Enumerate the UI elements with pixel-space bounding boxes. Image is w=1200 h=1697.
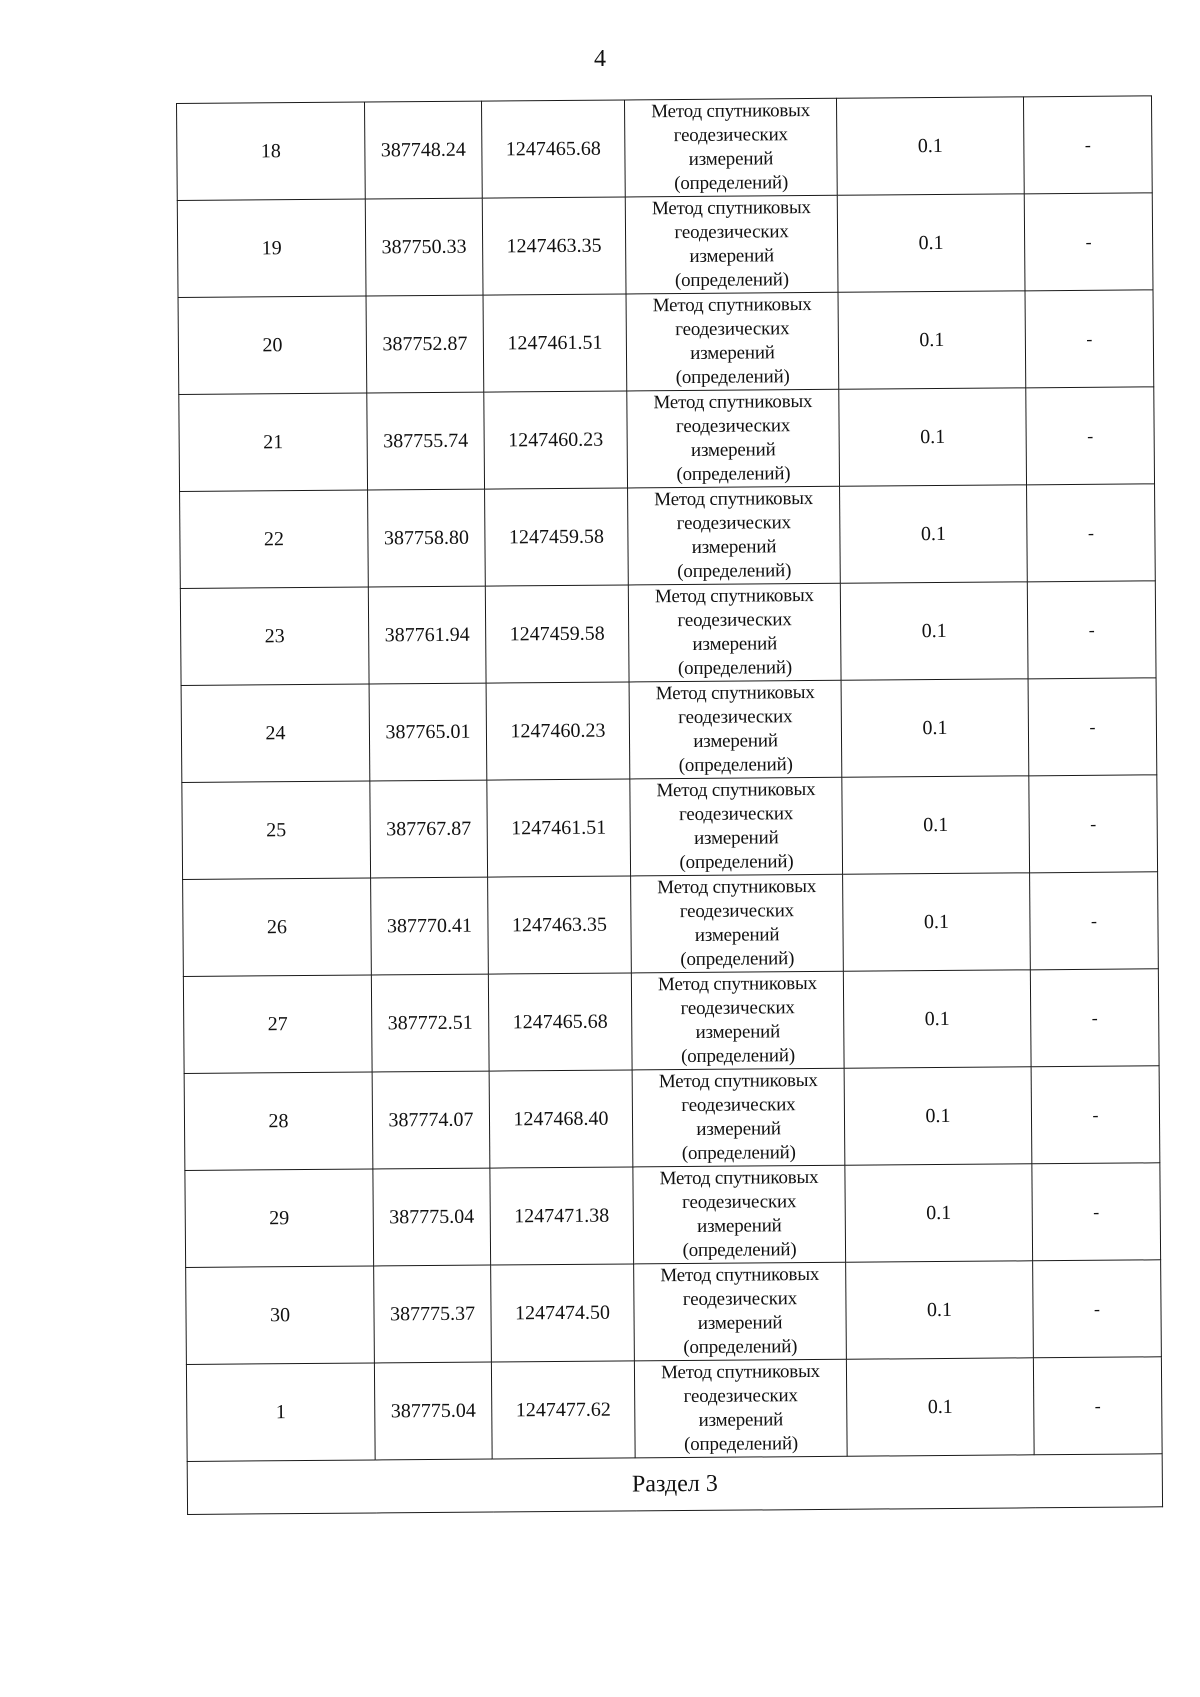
method-cell <box>634 1262 847 1361</box>
method-line: (определений) <box>674 269 789 292</box>
method-line: измерений <box>698 1409 784 1431</box>
method-line: (определений) <box>677 657 793 680</box>
point-number-cell: 20 <box>178 296 367 394</box>
table-row <box>186 1260 1162 1365</box>
table-row <box>180 484 1156 589</box>
method-line: геодезических <box>675 415 791 438</box>
y-coordinate-cell: 1247471.38 <box>490 1167 634 1265</box>
method-line: измерений <box>694 924 780 946</box>
accuracy-cell: 0.1 <box>840 582 1028 680</box>
method-line: Метод спутниковых <box>652 294 812 317</box>
y-coordinate-cell: 1247461.51 <box>487 779 631 877</box>
x-coordinate-cell: 387758.80 <box>368 489 486 587</box>
method-cell <box>627 389 840 488</box>
note-cell: - <box>1023 96 1152 194</box>
method-cell <box>633 1165 846 1264</box>
method-line: Метод спутниковых <box>651 197 811 220</box>
point-number-cell: 18 <box>177 102 366 200</box>
accuracy-cell: 0.1 <box>839 388 1027 486</box>
point-number-cell: 25 <box>182 781 371 879</box>
note-cell: - <box>1025 290 1154 388</box>
method-line: (определений) <box>681 1142 796 1165</box>
accuracy-cell: 0.1 <box>836 97 1024 195</box>
method-line: Метод спутниковых <box>656 779 816 802</box>
method-line: Метод спутниковых <box>654 488 814 511</box>
point-number-cell: 22 <box>180 490 369 588</box>
note-cell: - <box>1033 1260 1162 1358</box>
accuracy-cell: 0.1 <box>844 1067 1032 1165</box>
accuracy-cell: 0.1 <box>843 873 1031 971</box>
accuracy-cell: 0.1 <box>846 1358 1034 1456</box>
method-cell <box>634 1359 847 1458</box>
method-line: геодезических <box>674 221 789 244</box>
table-row <box>183 872 1159 977</box>
method-line: (определений) <box>678 754 793 777</box>
table-row <box>182 775 1158 880</box>
method-cell <box>628 486 841 585</box>
y-coordinate-cell: 1247460.23 <box>486 682 630 780</box>
x-coordinate-cell: 387772.51 <box>371 974 489 1072</box>
method-cell <box>632 1068 845 1167</box>
method-cell <box>624 98 837 197</box>
y-coordinate-cell: 1247468.40 <box>489 1070 633 1168</box>
method-line: геодезических <box>681 1094 796 1117</box>
method-line: Метод спутниковых <box>655 682 815 705</box>
table-row <box>177 96 1153 201</box>
x-coordinate-cell: 387774.07 <box>372 1071 490 1169</box>
accuracy-cell: 0.1 <box>842 776 1030 874</box>
table-row <box>177 193 1153 298</box>
method-line: геодезических <box>683 1385 798 1408</box>
method-line: геодезических <box>680 997 795 1020</box>
method-line: геодезических <box>673 124 788 147</box>
x-coordinate-cell: 387748.24 <box>364 101 482 199</box>
method-cell <box>628 583 841 682</box>
x-coordinate-cell: 387775.37 <box>374 1265 492 1363</box>
accuracy-cell: 0.1 <box>837 194 1025 292</box>
method-line: измерений <box>692 633 778 655</box>
method-line: измерений <box>695 1021 781 1043</box>
note-cell: - <box>1030 969 1159 1067</box>
note-cell: - <box>1028 678 1157 776</box>
point-number-cell: 19 <box>177 199 366 297</box>
point-number-cell: 28 <box>184 1072 373 1170</box>
point-number-cell: 21 <box>179 393 368 491</box>
note-cell: - <box>1027 484 1156 582</box>
coordinates-table <box>176 95 1163 1515</box>
method-line: геодезических <box>675 318 790 341</box>
x-coordinate-cell: 387752.87 <box>366 295 484 393</box>
method-cell <box>630 777 843 876</box>
method-line: (определений) <box>679 851 794 874</box>
method-line: (определений) <box>675 366 790 389</box>
method-line: Метод спутниковых <box>653 391 813 414</box>
method-line: геодезических <box>677 609 792 632</box>
x-coordinate-cell: 387770.41 <box>371 877 489 975</box>
x-coordinate-cell: 387767.87 <box>370 780 488 878</box>
accuracy-cell: 0.1 <box>846 1261 1034 1359</box>
method-line: измерений <box>697 1215 782 1237</box>
method-line: Метод спутниковых <box>654 585 814 608</box>
coordinates-sheet <box>176 95 1162 1515</box>
y-coordinate-cell: 1247463.35 <box>488 876 632 974</box>
y-coordinate-cell: 1247465.68 <box>481 100 625 198</box>
method-line: геодезических <box>676 512 791 535</box>
method-line: измерений <box>697 1312 783 1334</box>
note-cell: - <box>1033 1357 1162 1455</box>
method-line: измерений <box>690 342 775 364</box>
table-row <box>186 1357 1162 1462</box>
method-line: геодезических <box>678 803 794 826</box>
method-cell <box>629 680 842 779</box>
method-line: (определений) <box>683 1336 798 1359</box>
method-line: Метод спутниковых <box>651 100 811 123</box>
point-number-cell: 26 <box>183 878 372 976</box>
table-row <box>184 1066 1160 1171</box>
accuracy-cell: 0.1 <box>843 970 1031 1068</box>
table-body <box>177 96 1163 1515</box>
y-coordinate-cell: 1247461.51 <box>483 294 627 392</box>
method-line: (определений) <box>677 560 792 583</box>
method-line: (определений) <box>682 1239 797 1262</box>
x-coordinate-cell: 387761.94 <box>368 586 486 684</box>
y-coordinate-cell: 1247459.58 <box>485 585 629 683</box>
x-coordinate-cell: 387775.04 <box>374 1362 492 1460</box>
point-number-cell: 1 <box>186 1363 375 1461</box>
note-cell: - <box>1027 581 1156 679</box>
method-line: измерений <box>693 730 778 752</box>
method-line: геодезических <box>682 1288 798 1311</box>
method-line: геодезических <box>681 1191 797 1214</box>
method-line: измерений <box>688 148 774 170</box>
method-line: (определений) <box>680 948 795 971</box>
method-line: измерений <box>693 827 779 849</box>
table-row <box>179 387 1155 492</box>
method-cell <box>631 874 844 973</box>
section-row <box>187 1454 1162 1515</box>
section-title: Раздел 3 <box>187 1454 1162 1515</box>
y-coordinate-cell: 1247463.35 <box>482 197 626 295</box>
method-line: измерений <box>690 439 776 461</box>
method-line: Метод спутниковых <box>659 1166 819 1190</box>
table-row <box>183 969 1159 1074</box>
y-coordinate-cell: 1247465.68 <box>488 973 632 1071</box>
table-row <box>185 1163 1161 1268</box>
method-cell <box>625 195 838 294</box>
note-cell: - <box>1026 387 1155 485</box>
table-row <box>181 678 1157 783</box>
method-line: Метод спутниковых <box>660 1263 820 1287</box>
accuracy-cell: 0.1 <box>838 291 1026 389</box>
table-row <box>178 290 1154 395</box>
method-line: (определений) <box>684 1433 799 1456</box>
note-cell: - <box>1024 193 1153 291</box>
point-number-cell: 23 <box>180 587 369 685</box>
note-cell: - <box>1031 1066 1160 1164</box>
y-coordinate-cell: 1247459.58 <box>485 488 629 586</box>
page-number: 4 <box>594 46 606 72</box>
method-line: геодезических <box>679 900 795 923</box>
point-number-cell: 27 <box>183 975 372 1073</box>
note-cell: - <box>1030 872 1159 970</box>
method-line: (определений) <box>674 172 789 195</box>
method-line: измерений <box>689 245 775 267</box>
accuracy-cell: 0.1 <box>840 485 1028 583</box>
note-cell: - <box>1029 775 1158 873</box>
method-line: измерений <box>696 1118 781 1140</box>
method-line: (определений) <box>676 463 791 486</box>
y-coordinate-cell: 1247460.23 <box>484 391 628 489</box>
method-line: Метод спутниковых <box>657 972 817 996</box>
point-number-cell: 30 <box>186 1266 375 1364</box>
x-coordinate-cell: 387765.01 <box>369 683 487 781</box>
y-coordinate-cell: 1247474.50 <box>491 1264 635 1362</box>
method-line: (определений) <box>680 1045 796 1068</box>
x-coordinate-cell: 387775.04 <box>373 1168 491 1266</box>
method-line: Метод спутниковых <box>660 1360 820 1384</box>
accuracy-cell: 0.1 <box>845 1164 1033 1262</box>
point-number-cell: 24 <box>181 684 370 782</box>
method-cell <box>631 971 844 1070</box>
y-coordinate-cell: 1247477.62 <box>491 1361 635 1459</box>
method-line: измерений <box>691 536 777 558</box>
x-coordinate-cell: 387750.33 <box>365 198 483 296</box>
method-line: Метод спутниковых <box>657 875 817 899</box>
table-row <box>180 581 1156 686</box>
point-number-cell: 29 <box>185 1169 374 1267</box>
method-line: Метод спутниковых <box>658 1069 818 1093</box>
note-cell: - <box>1032 1163 1161 1261</box>
x-coordinate-cell: 387755.74 <box>367 392 485 490</box>
accuracy-cell: 0.1 <box>841 679 1029 777</box>
method-line: геодезических <box>678 706 793 729</box>
method-cell <box>626 292 839 391</box>
